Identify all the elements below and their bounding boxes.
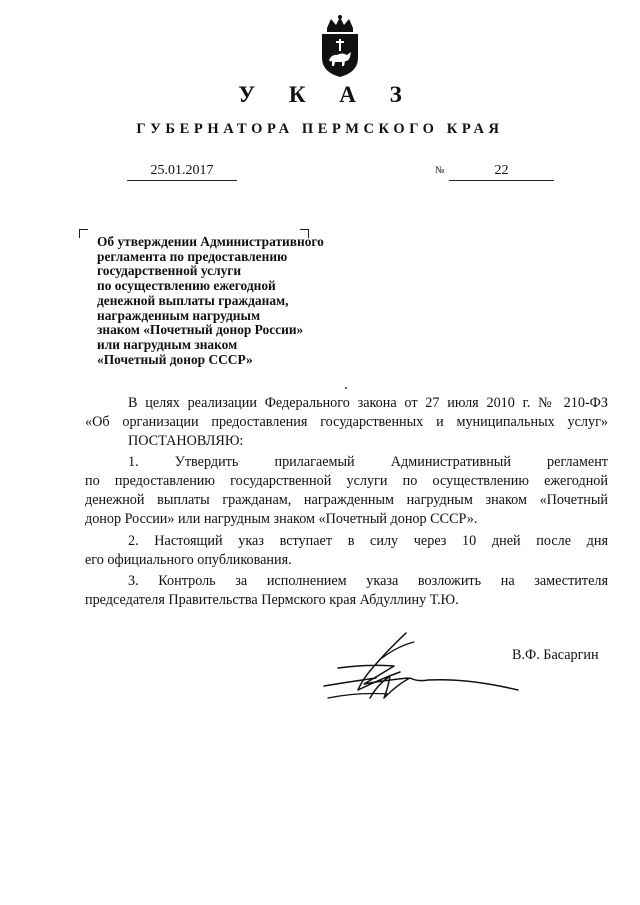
- document-title: У К А З: [238, 82, 416, 107]
- decree-heading: [97, 235, 377, 367]
- item-1-line: донор России» или нагрудным знаком «Почетный донор СССР».: [85, 511, 478, 527]
- heading-line: денежной выплаты гражданам,: [97, 292, 289, 308]
- perm-krai-coat-of-arms-icon: [318, 14, 362, 78]
- item-1-line: по предоставлению государственной услуги по осуществлению ежегодной: [85, 473, 608, 489]
- decree-statement: ПОСТАНОВЛЯЮ:: [128, 433, 244, 449]
- number-label: №: [435, 165, 445, 176]
- heading-bracket-left: [79, 229, 88, 238]
- heading-line: Об утверждении Административного: [97, 234, 324, 249]
- item-1-line: 1. Утвердить прилагаемый Административный регламент: [128, 454, 608, 470]
- item-2-line: его официального опубликования.: [85, 552, 292, 568]
- signer-name: В.Ф. Басаргин: [512, 647, 599, 663]
- heading-line: государственной услуги: [97, 263, 242, 279]
- preamble-line: «Об организации предоставления государственных и муниципальных услуг»: [85, 414, 608, 430]
- item-2-line: 2. Настоящий указ вступает в силу через 10 дней после дня: [128, 533, 608, 549]
- handwritten-signature: [318, 628, 528, 708]
- heading-line: награжденным нагрудным: [97, 307, 261, 323]
- heading-line: «Почетный донор СССР»: [97, 351, 253, 367]
- item-3-line: председателя Правительства Пермского края Абдуллину Т.Ю.: [85, 592, 459, 608]
- item-1-line: денежной выплаты гражданам, награжденным нагрудным знаком «Почетный: [85, 492, 608, 508]
- document-subtitle: ГУБЕРНАТОРА ПЕРМСКОГО КРАЯ: [136, 121, 504, 137]
- preamble-line: В целях реализации Федерального закона от 27 июля 2010 г. № 210-ФЗ: [128, 395, 608, 411]
- heading-line: регламента по предоставлению: [97, 248, 288, 264]
- heading-line: или нагрудным знаком: [97, 336, 238, 352]
- heading-line: знаком «Почетный донор России»: [97, 322, 304, 338]
- heading-line: по осуществлению ежегодной: [97, 278, 276, 294]
- decree-number: 22: [449, 160, 554, 181]
- scan-speck: [345, 387, 347, 389]
- decree-date: 25.01.2017: [127, 160, 237, 181]
- item-3-line: 3. Контроль за исполнением указа возложить на заместителя: [128, 573, 608, 589]
